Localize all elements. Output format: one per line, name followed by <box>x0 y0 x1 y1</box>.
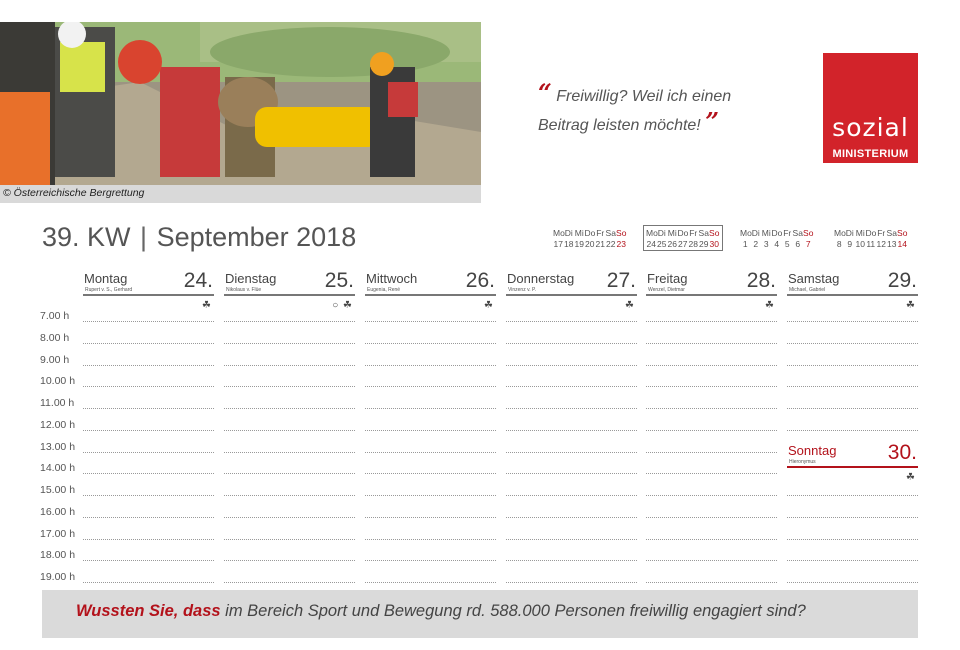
hour-line[interactable] <box>646 343 777 344</box>
hour-line[interactable] <box>506 430 637 431</box>
logo-ministerium: MINISTERIUM <box>832 148 909 160</box>
minical-day: Mi <box>574 228 584 238</box>
hour-label: 16.00 h <box>40 506 76 518</box>
hour-line[interactable] <box>83 430 214 431</box>
quote <box>538 80 788 138</box>
minical-day: Fr <box>596 228 605 238</box>
hour-line[interactable] <box>787 582 918 583</box>
hour-line[interactable] <box>365 430 496 431</box>
hour-line[interactable] <box>83 473 214 474</box>
hour-line[interactable] <box>83 343 214 344</box>
minical-date: 9 <box>847 239 853 249</box>
minical-day: Di <box>564 228 573 238</box>
day-number: 27. <box>606 269 636 292</box>
hour-line[interactable] <box>646 560 777 561</box>
day-number: 30. <box>887 441 917 464</box>
minical-date: 5 <box>784 239 790 249</box>
minical-day: Mo <box>646 228 658 238</box>
minical-day: Do <box>677 228 689 238</box>
hour-line[interactable] <box>646 539 777 540</box>
photo-credit-bar <box>0 185 481 203</box>
minical-day: Di <box>657 228 666 238</box>
hour-line[interactable] <box>365 495 496 496</box>
minical-next-week <box>740 228 814 250</box>
name-day: Nikolaus v. Flüe <box>226 287 262 293</box>
minical-date: 23 <box>616 239 626 249</box>
fact-highlight: Wussten Sie, dass <box>76 602 221 620</box>
hour-line[interactable] <box>506 365 637 366</box>
day-column-thursday[interactable] <box>506 269 637 311</box>
minical-date: 13 <box>887 239 897 249</box>
hour-line[interactable] <box>224 539 355 540</box>
hour-line[interactable] <box>646 430 777 431</box>
hour-line[interactable] <box>787 430 918 431</box>
minical-day: Sa <box>605 228 616 238</box>
hour-line[interactable] <box>83 582 214 583</box>
hour-line[interactable] <box>224 343 355 344</box>
name-day: Wenzel, Dietmar <box>648 287 685 293</box>
hour-line[interactable] <box>506 560 637 561</box>
minical-day: Mo <box>553 228 565 238</box>
minical-day: Mo <box>834 228 846 238</box>
hour-line[interactable] <box>787 386 918 387</box>
minical-day: Mo <box>740 228 752 238</box>
quote-close-mark: ” <box>705 107 720 136</box>
hour-line[interactable] <box>224 321 355 322</box>
hour-line[interactable] <box>787 517 918 518</box>
hour-line[interactable] <box>365 365 496 366</box>
minical-day: So <box>616 228 627 238</box>
minical-day: Do <box>584 228 596 238</box>
day-name: Freitag <box>647 271 688 286</box>
hour-line[interactable] <box>506 473 637 474</box>
minical-date: 30 <box>709 239 719 249</box>
name-day: Michael, Gabriel <box>789 287 826 293</box>
day-number: 24. <box>183 269 213 292</box>
day-name: Dienstag <box>225 271 277 286</box>
minical-day: Fr <box>689 228 698 238</box>
rescue-photo <box>0 22 481 185</box>
hour-label: 14.00 h <box>40 462 76 474</box>
hour-line[interactable] <box>365 386 496 387</box>
day-name: Sonntag <box>788 443 837 458</box>
minical-day: Mi <box>667 228 677 238</box>
fact-banner <box>42 590 918 638</box>
hour-line[interactable] <box>646 408 777 409</box>
day-number: 25. <box>324 269 354 292</box>
sozialministerium-logo <box>823 53 918 163</box>
day-name: Mittwoch <box>366 271 418 286</box>
day-number: 28. <box>746 269 776 292</box>
hour-line[interactable] <box>224 582 355 583</box>
minical-day: Di <box>845 228 854 238</box>
minical-date: 25 <box>657 239 667 249</box>
minical-date: 4 <box>774 239 780 249</box>
day-header <box>83 269 214 296</box>
day-column-wednesday[interactable] <box>365 269 496 311</box>
hour-line[interactable] <box>506 582 637 583</box>
minical-day: Sa <box>886 228 897 238</box>
day-number: 26. <box>465 269 495 292</box>
minical-date: 26 <box>667 239 677 249</box>
minical-date: 19 <box>574 239 584 249</box>
fact-body: im Bereich Sport und Bewegung rd. 588.000 Personen freiwillig engagiert sind? <box>220 602 806 620</box>
minical-date: 8 <box>836 239 842 249</box>
hour-line[interactable] <box>83 386 214 387</box>
hour-line[interactable] <box>224 495 355 496</box>
hour-line[interactable] <box>365 539 496 540</box>
minical-date: 17 <box>553 239 563 249</box>
hour-label: 12.00 h <box>40 419 76 431</box>
minical-date: 3 <box>763 239 769 249</box>
minical-day: Fr <box>877 228 886 238</box>
minical-date: 11 <box>866 239 876 249</box>
minical-day: So <box>897 228 908 238</box>
minical-date: 27 <box>678 239 688 249</box>
title-separator: | <box>140 222 148 252</box>
hour-line[interactable] <box>506 539 637 540</box>
hour-line[interactable] <box>365 560 496 561</box>
hour-line[interactable] <box>224 452 355 453</box>
minical-date: 2 <box>753 239 759 249</box>
hour-line[interactable] <box>506 343 637 344</box>
day-header <box>224 269 355 296</box>
quote-open-mark: “ <box>538 78 552 107</box>
hour-line[interactable] <box>365 517 496 518</box>
day-column-saturday[interactable] <box>787 269 918 311</box>
day-column-monday[interactable] <box>83 269 214 311</box>
hour-line[interactable] <box>646 517 777 518</box>
day-number: 29. <box>887 269 917 292</box>
minical-date: 12 <box>876 239 886 249</box>
day-header <box>365 269 496 296</box>
minical-date: 14 <box>897 239 907 249</box>
day-column-sunday[interactable] <box>787 441 918 483</box>
minical-following-week <box>834 228 908 250</box>
hour-line[interactable] <box>224 408 355 409</box>
hour-line[interactable] <box>224 365 355 366</box>
minical-date: 28 <box>688 239 698 249</box>
day-name: Montag <box>84 271 128 286</box>
hour-line[interactable] <box>365 321 496 322</box>
hour-line[interactable] <box>365 473 496 474</box>
quote-line-2: Beitrag leisten möchte! <box>538 117 701 134</box>
hour-line[interactable] <box>506 321 637 322</box>
month-year: September 2018 <box>156 222 357 252</box>
minical-day: Do <box>865 228 877 238</box>
minical-date: 22 <box>606 239 616 249</box>
minical-date: 10 <box>855 239 865 249</box>
quote-line-1: Freiwillig? Weil ich einen <box>556 88 732 105</box>
hour-line[interactable] <box>646 473 777 474</box>
moon-clover-icon: ☘ <box>906 300 916 311</box>
day-name: Samstag <box>788 271 840 286</box>
minical-current-week <box>643 225 723 251</box>
hour-line[interactable] <box>646 452 777 453</box>
minical-date: 21 <box>595 239 605 249</box>
minical-date: 29 <box>699 239 709 249</box>
hour-label: 8.00 h <box>40 332 70 344</box>
day-header <box>787 441 918 468</box>
hour-line[interactable] <box>83 452 214 453</box>
hour-label: 11.00 h <box>40 397 75 409</box>
minical-date: 7 <box>805 239 811 249</box>
hour-line[interactable] <box>646 321 777 322</box>
hour-line[interactable] <box>224 517 355 518</box>
day-header <box>506 269 637 296</box>
hour-line[interactable] <box>506 452 637 453</box>
hour-line[interactable] <box>506 495 637 496</box>
logo-sozial: sozial <box>832 113 909 142</box>
moon-clover-icon: ☘ <box>202 300 212 311</box>
moon-clover-icon: ☘ <box>484 300 494 311</box>
hour-label: 15.00 h <box>40 484 76 496</box>
hour-line[interactable] <box>646 365 777 366</box>
day-column-tuesday[interactable] <box>224 269 355 311</box>
hour-line[interactable] <box>83 365 214 366</box>
minical-day: Fr <box>783 228 792 238</box>
minical-date: 24 <box>646 239 656 249</box>
hour-line[interactable] <box>365 582 496 583</box>
hour-line[interactable] <box>787 408 918 409</box>
minical-date: 1 <box>742 239 748 249</box>
hour-label: 7.00 h <box>40 310 70 322</box>
day-name: Donnerstag <box>507 271 575 286</box>
name-day: Eugenia, René <box>367 287 401 293</box>
hour-line[interactable] <box>224 560 355 561</box>
moon-clover-icon: ☘ <box>625 300 635 311</box>
hour-label: 13.00 h <box>40 441 76 453</box>
hour-line[interactable] <box>787 365 918 366</box>
name-day: Vinzenz v. P. <box>508 287 537 293</box>
minical-date: 20 <box>585 239 595 249</box>
hour-line[interactable] <box>646 386 777 387</box>
hour-line[interactable] <box>506 386 637 387</box>
minical-day: So <box>709 228 720 238</box>
hour-line[interactable] <box>787 560 918 561</box>
minical-day: Sa <box>698 228 709 238</box>
hour-line[interactable] <box>787 343 918 344</box>
minical-day: So <box>803 228 814 238</box>
day-header <box>787 269 918 296</box>
moon-clover-icon: ☘ <box>765 300 775 311</box>
hour-line[interactable] <box>506 408 637 409</box>
hour-label: 17.00 h <box>40 528 76 540</box>
hour-line[interactable] <box>83 408 214 409</box>
day-header <box>646 269 777 296</box>
hour-label: 19.00 h <box>40 571 76 583</box>
hour-line[interactable] <box>83 517 214 518</box>
hour-line[interactable] <box>83 321 214 322</box>
hour-line[interactable] <box>646 582 777 583</box>
week-number: 39. KW <box>42 222 131 252</box>
fact-text <box>76 602 806 621</box>
hour-line[interactable] <box>787 321 918 322</box>
photo-credit: © Österreichische Bergrettung <box>3 187 145 199</box>
moon-clover-icon: ○ ☘ <box>332 300 353 311</box>
week-title <box>42 222 356 253</box>
name-day: Hieronymus <box>789 459 816 465</box>
hour-line[interactable] <box>787 495 918 496</box>
name-day: Rupert v. S., Gerhard <box>85 287 133 293</box>
minical-date: 6 <box>795 239 801 249</box>
hour-line[interactable] <box>506 517 637 518</box>
minical-date: 18 <box>564 239 574 249</box>
hour-line[interactable] <box>646 495 777 496</box>
hour-line[interactable] <box>365 343 496 344</box>
hour-line[interactable] <box>365 408 496 409</box>
hour-line[interactable] <box>83 560 214 561</box>
hour-line[interactable] <box>787 539 918 540</box>
hour-line[interactable] <box>83 539 214 540</box>
moon-clover-icon: ☘ <box>906 472 916 483</box>
hour-line[interactable] <box>224 473 355 474</box>
hour-label: 9.00 h <box>40 354 70 366</box>
hour-line[interactable] <box>224 386 355 387</box>
minical-day: Mi <box>761 228 771 238</box>
minical-day: Do <box>771 228 783 238</box>
hour-label: 18.00 h <box>40 549 76 561</box>
day-column-friday[interactable] <box>646 269 777 311</box>
minical-day: Mi <box>855 228 865 238</box>
hour-line[interactable] <box>365 452 496 453</box>
hour-line[interactable] <box>224 430 355 431</box>
minical-day: Di <box>751 228 760 238</box>
minical-day: Sa <box>792 228 803 238</box>
hour-line[interactable] <box>83 495 214 496</box>
minical-prev-week <box>553 228 627 250</box>
hour-label: 10.00 h <box>40 375 76 387</box>
